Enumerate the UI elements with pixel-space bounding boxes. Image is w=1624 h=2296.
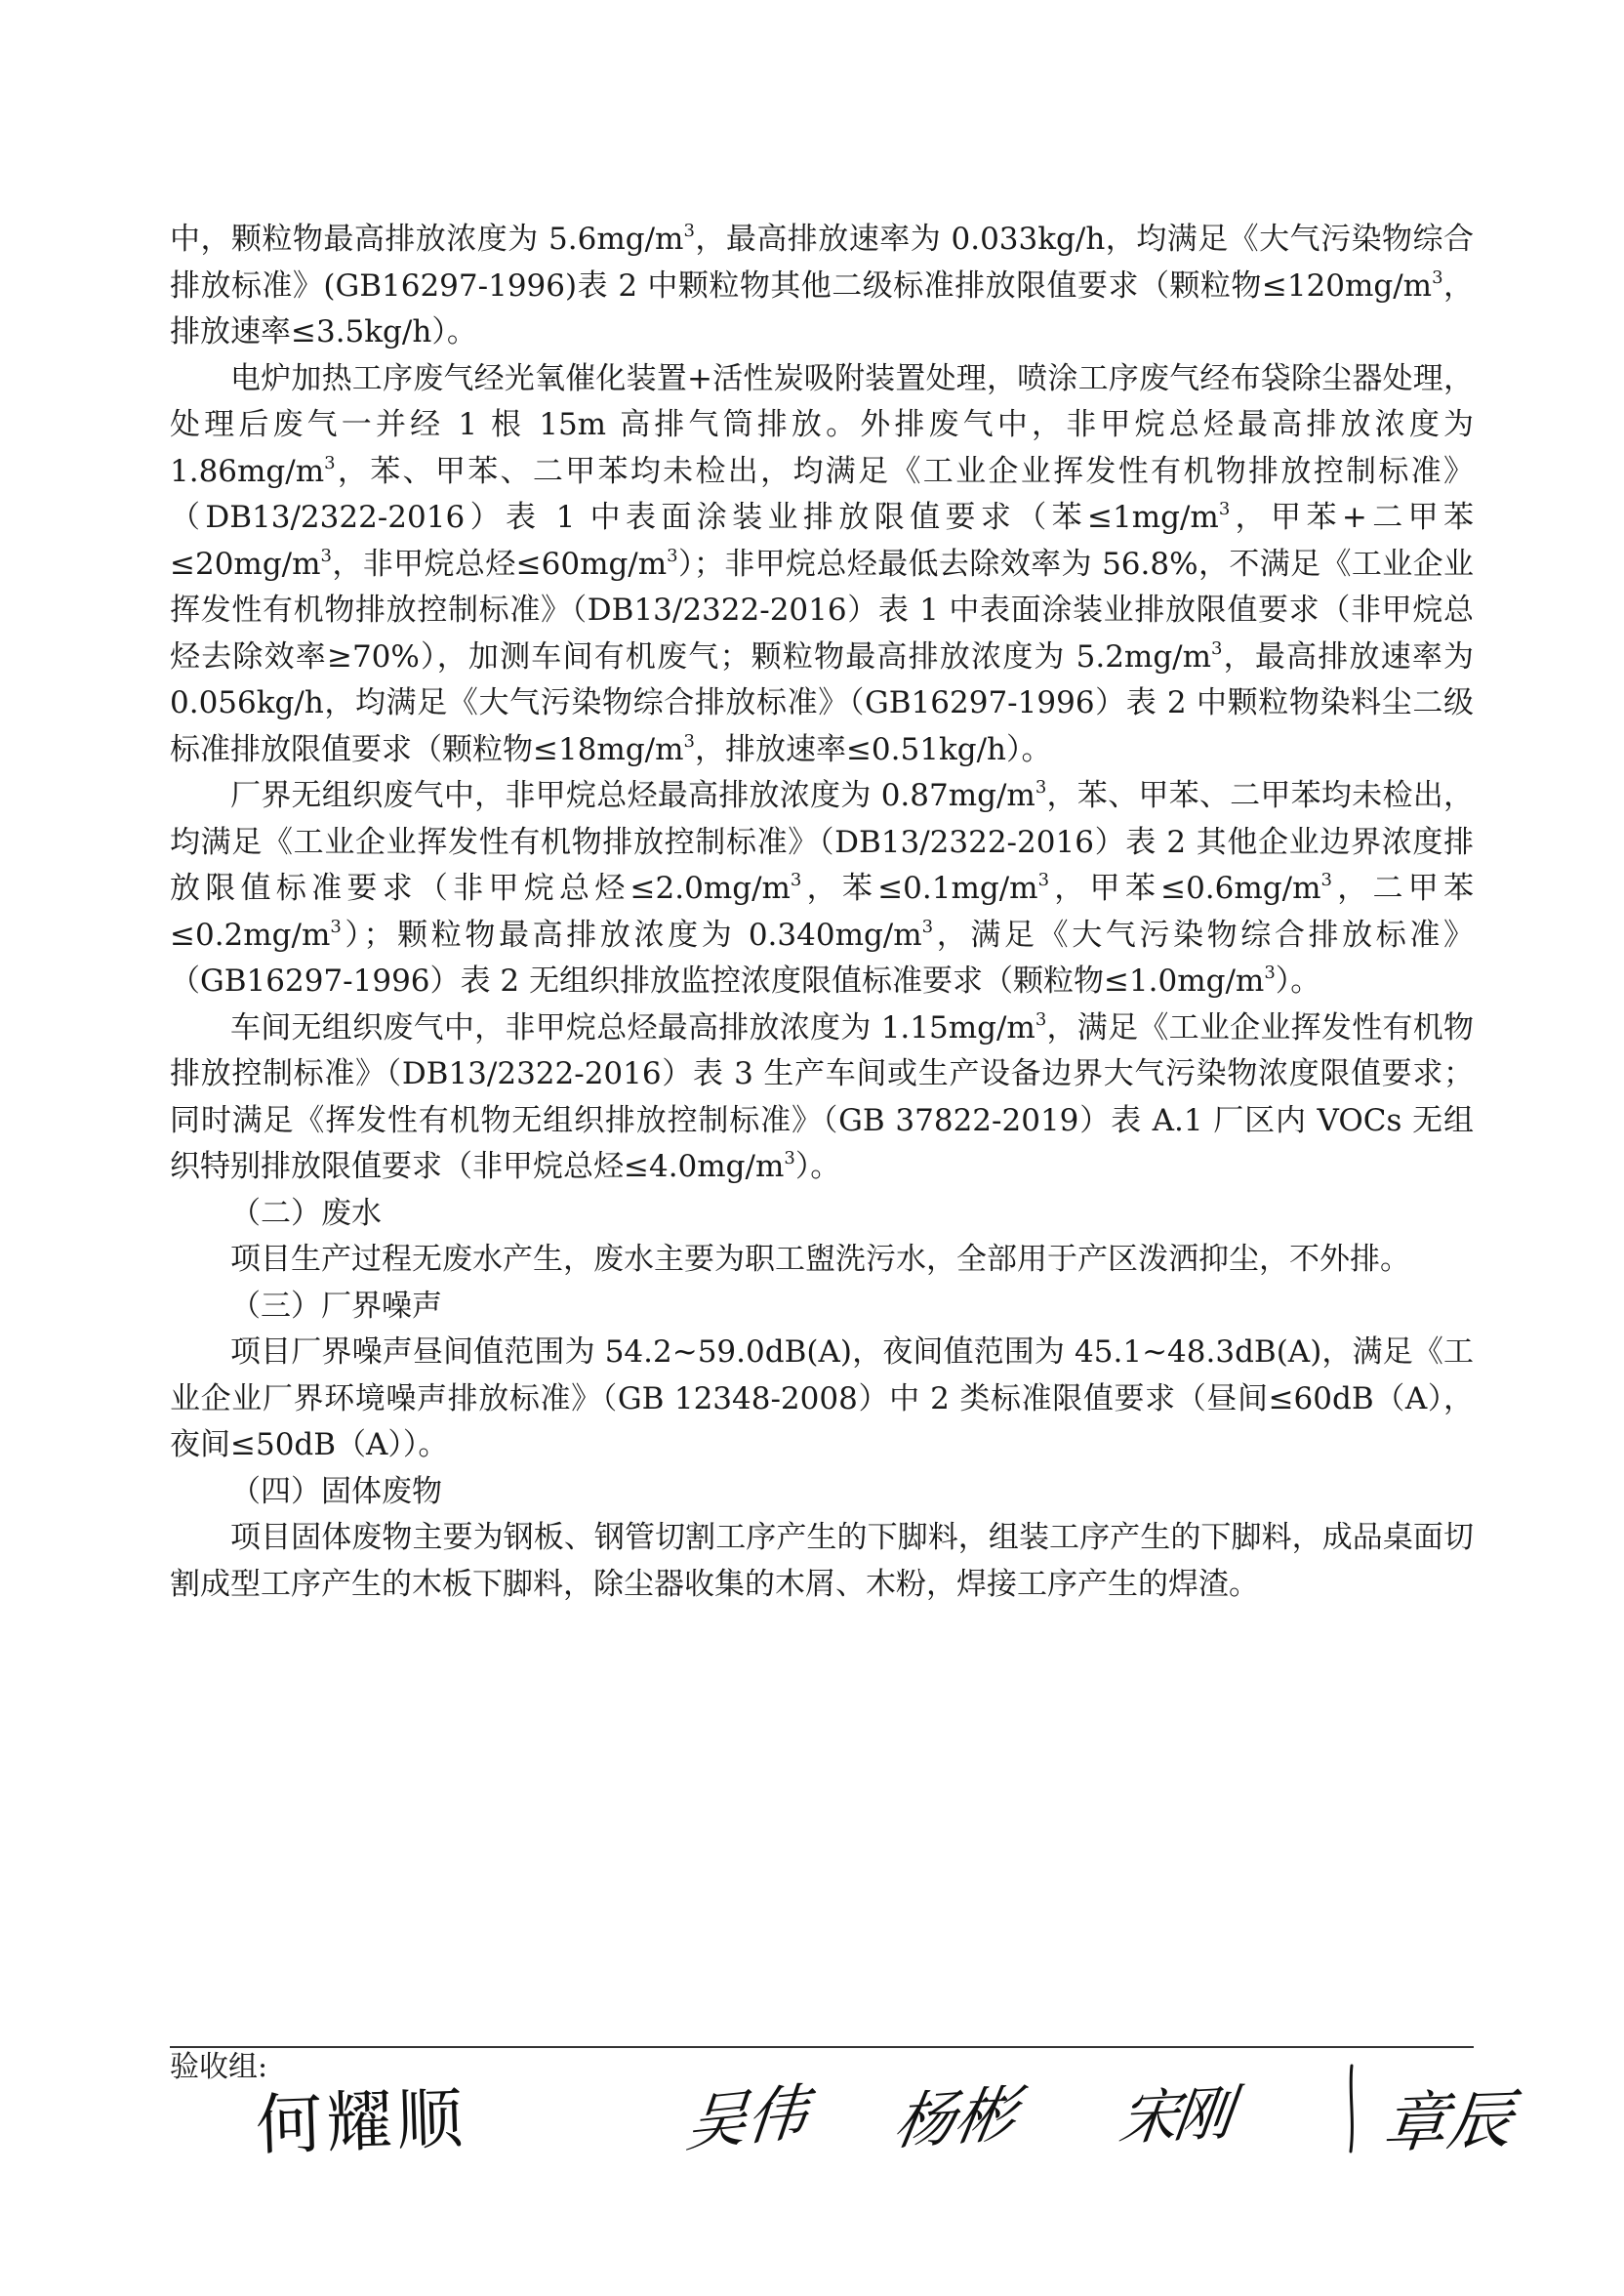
text-segment: ）。: [794, 1149, 841, 1184]
text-segment: ）；颗粒物最高排放浓度为 0.340mg/m: [341, 917, 922, 953]
text-segment: ，苯、甲苯、二甲苯均未检出，均满足《工业企业挥发性有机物排放控制标准》（DB13/2322-2016）表 1 中表面涂装业排放限值要求（苯≤1mg/m: [170, 453, 1474, 535]
handwritten-signature: 杨彬: [888, 2077, 1023, 2158]
text-segment: （四）固体废物: [230, 1473, 442, 1509]
superscript: 3: [790, 870, 802, 890]
section-heading: [170, 1284, 1474, 1331]
paragraph: [170, 1330, 1474, 1469]
text-segment: ，最高排放速率为 0.033kg/h，均满足《大气污染物综合排放标准》(GB16297-1996)表 2 中颗粒物其他二级标准排放限值要求（颗粒物≤120mg/m: [170, 222, 1475, 304]
text-segment: ，最高排放速率为 0.056kg/h，均满足《大气污染物综合排放标准》（GB16297-1996）表 2 中颗粒物染料尘二级标准排放限值要求（颗粒物≤18mg/m: [170, 638, 1475, 767]
text-segment: ，满足《大气污染物综合排放标准》（GB16297-1996）表 2 无组织排放监控浓度限值标准要求（颗粒物≤1.0mg/m: [170, 917, 1474, 999]
section-heading: [170, 1191, 1474, 1238]
handwritten-signature: 吴伟: [682, 2074, 812, 2161]
superscript: 3: [1035, 777, 1047, 798]
text-segment: 项目固体废物主要为钢板、钢管切割工序产生的下脚料，组装工序产生的下脚料，成品桌面切割成型工序产生的木板下脚料，除尘器收集的木屑、木粉，焊接工序产生的焊渣。: [170, 1520, 1474, 1602]
handwritten-signature: 章辰: [1379, 2081, 1517, 2162]
superscript: 3: [683, 730, 695, 752]
superscript: 3: [1264, 963, 1276, 983]
superscript: 3: [320, 545, 332, 566]
text-segment: ，排放速率≤0.51kg/h）。: [694, 731, 1052, 767]
text-segment: ，苯、甲苯、二甲苯均未检出，均满足《工业企业挥发性有机物排放控制标准》（DB13/2322-2016）表 2 其他企业边界浓度排放限值标准要求（非甲烷总烃≤2.0mg/m: [170, 778, 1474, 906]
text-segment: ）。: [1275, 964, 1321, 999]
superscript: 3: [1218, 499, 1231, 519]
paragraph: [170, 217, 1474, 356]
text-segment: ，苯≤0.1mg/m: [801, 871, 1038, 906]
acceptance-group-label: 验收组:: [170, 2050, 268, 2084]
text-segment: ，排放速率≤3.5kg/h）。: [170, 267, 1475, 349]
superscript: 3: [667, 545, 678, 566]
superscript: 3: [1432, 266, 1443, 288]
paragraph: [170, 773, 1474, 1005]
text-segment: （三）厂界噪声: [230, 1288, 442, 1324]
paragraph: [170, 1515, 1474, 1608]
paragraph: [170, 1005, 1474, 1191]
text-segment: ）；非甲烷总烃最低去除效率为 56.8%，不满足《工业企业挥发性有机物排放控制标准》（DB13/2322-2016）表 1 中表面涂装业排放限值要求（非甲烷总烃去除效率≥70%），加测车间有机废气；颗粒物最高排放浓度为 5.2mg/m: [170, 546, 1474, 675]
paragraph: [170, 1237, 1474, 1284]
text-segment: ，二甲苯≤0.2mg/m: [170, 871, 1475, 953]
text-segment: ，非甲烷总烃≤60mg/m: [331, 546, 668, 582]
body-text: [170, 217, 1474, 1608]
superscript: 3: [1320, 870, 1332, 890]
text-segment: ，满足《工业企业挥发性有机物排放控制标准》（DB13/2322-2016）表 3 生产车间或生产设备边界大气污染物浓度限值要求；同时满足《挥发性有机物无组织排放控制标准》（GB 37822-2019）表 A.1 厂区内 VOCs 无组织特别排放限值要求（非甲烷总烃≤4.0mg/m: [170, 1009, 1474, 1184]
text-segment: 项目生产过程无废水产生，废水主要为职工盥洗污水，全部用于产区泼洒抑尘，不外排。: [230, 1242, 1410, 1277]
text-segment: 电炉加热工序废气经光氧催化装置+活性炭吸附装置处理，喷涂工序废气经布袋除尘器处理，处理后废气一并经 1 根 15m 高排气筒排放。外排废气中，非甲烷总烃最高排放浓度为 1.86mg/m: [170, 360, 1474, 489]
paragraph: [170, 356, 1474, 774]
superscript: 3: [330, 916, 342, 937]
superscript: 3: [1211, 637, 1223, 659]
section-heading: [170, 1469, 1474, 1516]
superscript: 3: [324, 452, 336, 473]
signature-stroke-mark: [1345, 2062, 1359, 2155]
handwritten-signature: 宋刚: [1116, 2078, 1234, 2154]
superscript: 3: [1035, 1008, 1047, 1030]
handwritten-signature: 何耀顺: [254, 2080, 468, 2165]
text-segment: 项目厂界噪声昼间值范围为 54.2~59.0dB(A)，夜间值范围为 45.1~48.3dB(A)，满足《工业企业厂界环境噪声排放标准》（GB 12348-2008）中 2 类标准限值要求（昼间≤60dB（A），夜间≤50dB（A））。: [170, 1334, 1474, 1462]
superscript: 3: [1037, 870, 1050, 890]
text-segment: ，甲苯≤0.6mg/m: [1049, 871, 1321, 906]
superscript: 3: [683, 221, 695, 241]
superscript: 3: [921, 916, 934, 937]
text-segment: ，甲苯+二甲苯≤20mg/m: [170, 500, 1474, 582]
superscript: 3: [784, 1148, 795, 1168]
text-segment: 厂界无组织废气中，非甲烷总烃最高排放浓度为 0.87mg/m: [230, 778, 1035, 813]
text-segment: 中，颗粒物最高排放浓度为 5.6mg/m: [170, 222, 684, 257]
signature-divider: [170, 2046, 1474, 2048]
text-segment: 车间无组织废气中，非甲烷总烃最高排放浓度为 1.15mg/m: [230, 1009, 1035, 1046]
text-segment: （二）废水: [230, 1195, 382, 1231]
